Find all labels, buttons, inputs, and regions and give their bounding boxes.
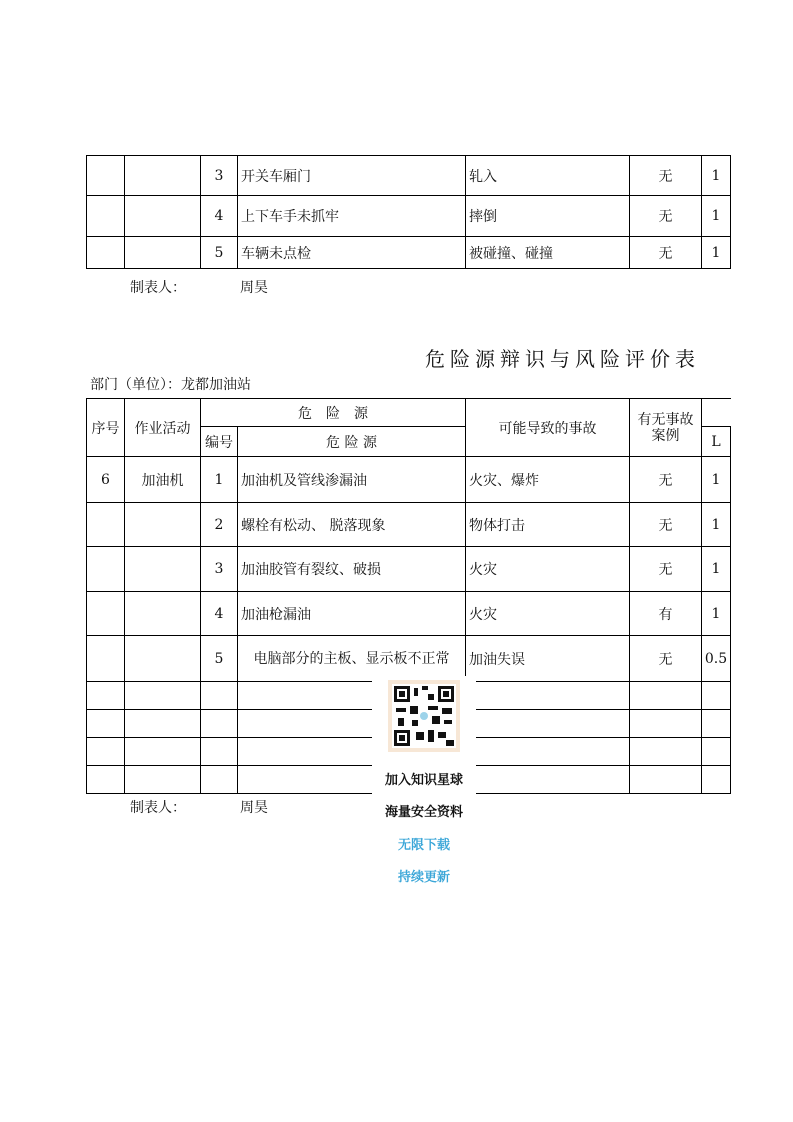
- table-row: [87, 237, 731, 269]
- promo-line-4: 持续更新: [397, 870, 450, 885]
- cell-case: [630, 738, 702, 766]
- header-no: 编号: [201, 427, 238, 457]
- cell-l: 1: [702, 237, 731, 269]
- cell-accident: [466, 738, 630, 766]
- cell-activity: [125, 682, 201, 710]
- cell-accident: [466, 682, 630, 710]
- cell-case: 有: [630, 592, 702, 636]
- cell-hazard: 车辆未点检: [238, 237, 466, 269]
- header-activity: 作业活动: [125, 399, 201, 457]
- cell-hazard: 加油胶管有裂纹、破损: [238, 547, 466, 592]
- cell-seq: [87, 156, 125, 196]
- cell-case: [630, 766, 702, 794]
- header-hazard-group: 危 险 源: [201, 399, 466, 427]
- cell-seq: [87, 547, 125, 592]
- cell-no: [201, 682, 238, 710]
- cell-no: 1: [201, 457, 238, 503]
- cell-no: 3: [201, 156, 238, 196]
- header-seq: 序号: [87, 399, 125, 457]
- cell-seq: [87, 237, 125, 269]
- header-l: L: [702, 427, 731, 457]
- cell-no: [201, 710, 238, 738]
- cell-l: [702, 738, 731, 766]
- cell-activity: [125, 636, 201, 682]
- preparer-label: 制表人：: [130, 800, 186, 816]
- table-row: [87, 592, 731, 636]
- cell-accident: 摔倒: [466, 196, 630, 237]
- cell-l: 1: [702, 592, 731, 636]
- cell-seq: [87, 196, 125, 237]
- cell-hazard: 螺栓有松动、 脱落现象: [238, 503, 466, 547]
- cell-seq: [87, 710, 125, 738]
- cell-seq: [87, 738, 125, 766]
- cell-case: 无: [630, 196, 702, 237]
- preparer-name: 周昊: [240, 800, 268, 816]
- cell-l: [702, 710, 731, 738]
- cell-seq: 6: [87, 457, 125, 503]
- cell-accident: [466, 710, 630, 738]
- cell-hazard: 上下车手未抓牢: [238, 196, 466, 237]
- qr-code-icon[interactable]: [388, 680, 460, 752]
- cell-case: [630, 682, 702, 710]
- cell-no: 5: [201, 237, 238, 269]
- table-row: [87, 196, 731, 237]
- table-row: [87, 636, 731, 682]
- cell-no: 5: [201, 636, 238, 682]
- cell-activity: 加油机: [125, 457, 201, 503]
- cell-accident: [466, 766, 630, 794]
- table-row: [87, 503, 731, 547]
- cell-case: 无: [630, 547, 702, 592]
- cell-seq: [87, 592, 125, 636]
- cell-l: 1: [702, 156, 731, 196]
- header-hazard: 危 险 源: [238, 427, 466, 457]
- cell-no: 4: [201, 592, 238, 636]
- cell-case: [630, 710, 702, 738]
- cell-case: 无: [630, 156, 702, 196]
- cell-accident: 火灾: [466, 592, 630, 636]
- cell-no: [201, 738, 238, 766]
- cell-accident: 被碰撞、碰撞: [466, 237, 630, 269]
- cell-activity: [125, 710, 201, 738]
- cell-activity: [125, 547, 201, 592]
- page-title: 危险源辩识与风险评价表: [425, 347, 700, 371]
- preparer-name: 周昊: [240, 280, 268, 296]
- cell-hazard: 电脑部分的主板、显示板不正常: [238, 636, 466, 682]
- cell-seq: [87, 503, 125, 547]
- cell-l: 1: [702, 547, 731, 592]
- cell-hazard: 加油机及管线渗漏油: [238, 457, 466, 503]
- cell-accident: 轧入: [466, 156, 630, 196]
- cell-seq: [87, 636, 125, 682]
- cell-case: 无: [630, 503, 702, 547]
- cell-seq: [87, 682, 125, 710]
- cell-activity: [125, 766, 201, 794]
- cell-activity: [125, 237, 201, 269]
- department-label: 部门（单位）：龙都加油站: [90, 377, 251, 393]
- hazard-table-continued: [86, 155, 731, 269]
- cell-activity: [125, 503, 201, 547]
- cell-case: 无: [630, 237, 702, 269]
- cell-activity: [125, 196, 201, 237]
- cell-accident: 物体打击: [466, 503, 630, 547]
- promo-line-3: 无限下载: [397, 838, 450, 853]
- cell-hazard: 开关车厢门: [238, 156, 466, 196]
- promo-line-1: 加入知识星球: [384, 773, 463, 788]
- cell-l: 1: [702, 457, 731, 503]
- promo-line-2: 海量安全资料: [384, 805, 463, 820]
- cell-hazard: 加油枪漏油: [238, 592, 466, 636]
- table-row: [87, 457, 731, 503]
- cell-no: 4: [201, 196, 238, 237]
- cell-no: [201, 766, 238, 794]
- cell-accident: 火灾: [466, 547, 630, 592]
- cell-no: 3: [201, 547, 238, 592]
- table-row: [87, 156, 731, 196]
- cell-activity: [125, 156, 201, 196]
- cell-case: 无: [630, 457, 702, 503]
- cell-l: 1: [702, 196, 731, 237]
- cell-activity: [125, 738, 201, 766]
- cell-seq: [87, 766, 125, 794]
- preparer-label: 制表人：: [130, 280, 186, 296]
- cell-accident: 加油失误: [466, 636, 630, 682]
- cell-case: 无: [630, 636, 702, 682]
- header-accident: 可能导致的事故: [466, 399, 630, 457]
- cell-accident: 火灾、爆炸: [466, 457, 630, 503]
- cell-l: [702, 766, 731, 794]
- cell-l: 0.5: [702, 636, 731, 682]
- header-case: 有无事故案例: [630, 399, 702, 457]
- cell-l: [702, 682, 731, 710]
- cell-no: 2: [201, 503, 238, 547]
- table-row: [87, 547, 731, 592]
- cell-activity: [125, 592, 201, 636]
- cell-l: 1: [702, 503, 731, 547]
